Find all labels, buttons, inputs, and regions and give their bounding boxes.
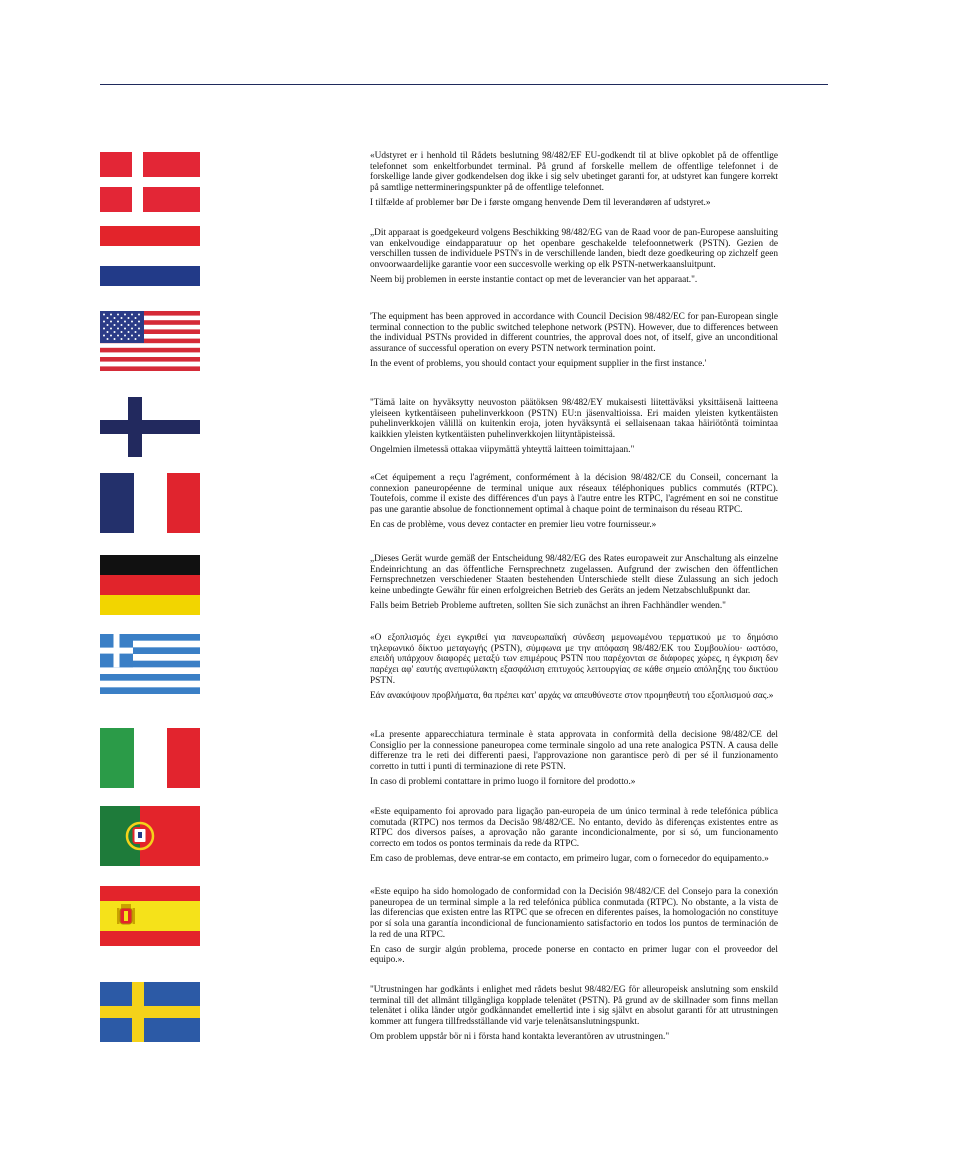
declaration-paragraph: In caso di problemi contattare in primo luogo il fornitore del prodotto.» bbox=[370, 776, 636, 787]
greece-flag-icon bbox=[100, 634, 200, 694]
declaration-france bbox=[370, 473, 778, 535]
denmark-flag-icon bbox=[100, 152, 200, 212]
netherlands-flag-icon bbox=[100, 226, 200, 286]
declaration-germany bbox=[370, 554, 778, 616]
declaration-paragraph: En caso de surgir algún problema, procede ponerse en contacto en primer lugar con el proveedor del equipo.». bbox=[370, 944, 778, 966]
declaration-paragraph: Om problem uppstår bör ni i första hand kontakta leverantören av utrustningen." bbox=[370, 1031, 670, 1042]
declaration-portugal bbox=[370, 807, 778, 869]
sweden-flag-icon bbox=[100, 982, 200, 1042]
declaration-paragraph: «Este equipamento foi aprovado para ligação pan-europeia de um único terminal à rede telefónica pública comutada (RTPC) nos termos da Decisão 98/482/CE. No entanto, devido às diferenças existentes entre as RTPC dos diversos países, a aprovação não garante incondicionalmente, por si só, um funcionamento correcto em todos os pontos terminais da rede da RTPC. bbox=[370, 807, 778, 850]
declaration-paragraph: „Dieses Gerät wurde gemäß der Entscheidung 98/482/EG des Rates europaweit zur Anschaltung als einzelne Endeinrichtung an das öffentliche Fernsprechnetz zugelassen. Aufgrund der zwischen den öffentlichen Fernsprechnetzen verschiedener Staaten bestehenden Unterschiede stellt diese Zulassung an sich jedoch keine unbedingte Gewähr für einen erfolgreichen Betrieb des Geräts an jedem Netzabschlußpunkt dar. bbox=[370, 554, 778, 597]
declaration-spain bbox=[370, 887, 778, 970]
declaration-paragraph: Ongelmien ilmetessä ottakaa viipymättä yhteyttä laitteen toimittajaan." bbox=[370, 444, 635, 455]
finland-flag-icon bbox=[100, 397, 200, 457]
portugal-flag-icon bbox=[100, 806, 200, 866]
declaration-finland bbox=[370, 398, 778, 460]
declaration-greece bbox=[370, 633, 778, 705]
declaration-paragraph: "Tämä laite on hyväksytty neuvoston päätöksen 98/482/EY mukaisesti liitettäväksi yksittäisenä laitteena yleiseen kytkentäiseen puhelinverkkoon (PSTN) EU:n jäsenvaltioissa. Eri maiden yleisten kytkentäisten puhelinverkkojen välillä on kuitenkin eroja, joten hyväksyntä ei sellaisenaan takaa häiriötöntä toimintaa kaikkien yleisten kytkentäisten puhelinverkkojen liityntäpisteissä. bbox=[370, 398, 778, 441]
declaration-netherlands bbox=[370, 228, 778, 290]
declaration-sweden bbox=[370, 985, 778, 1047]
declaration-paragraph: En cas de problème, vous devez contacter en premier lieu votre fournisseur.» bbox=[370, 519, 657, 530]
header-rule bbox=[100, 84, 828, 85]
declaration-paragraph: In the event of problems, you should contact your equipment supplier in the first instance.' bbox=[370, 358, 707, 369]
declaration-paragraph: Εάν ανακύψουν προβλήματα, θα πρέπει κατ' αρχάς να απευθύνεστε στον προμηθευτή του εξοπλισμού σας.» bbox=[370, 690, 774, 701]
declaration-paragraph: «Udstyret er i henhold til Rådets beslutning 98/482/EF EU-godkendt til at blive opkoblet på de offentlige telefonnet som enkeltforbundet terminal. På grund af forskelle mellem de offentlige telefonnet i de forskellige lande giver godkendelsen dog ikke i sig selv ubetinget garanti for, at udstyret kan fungere korrekt på samtlige nettermineringspunkter på de offentlige telefonnet. bbox=[370, 151, 778, 194]
declaration-denmark bbox=[370, 151, 778, 213]
usa-flag-icon bbox=[100, 311, 200, 371]
declaration-paragraph: Neem bij problemen in eerste instantie contact op met de leverancier van het apparaat.". bbox=[370, 274, 698, 285]
declaration-paragraph: 'The equipment has been approved in accordance with Council Decision 98/482/EC for pan-European single terminal connection to the public switched telephone network (PSTN). However, due to differences between the individual PSTNs provided in different countries, the approval does not, of itself, give an unconditional assurance of successful operation on every PSTN network termination point. bbox=[370, 312, 778, 355]
declaration-paragraph: „Dit apparaat is goedgekeurd volgens Beschikking 98/482/EG van de Raad voor de pan-Europese aansluiting van enkelvoudige eindapparatuur op het openbare geschakelde telefoonnetwerk (PSTN). Gezien de verschillen tussen de individuele PSTN's in de verschillende landen, biedt deze goedkeuring op zichzelf geen onvoorwaardelijke garantie voor een succesvolle werking op elk PSTN-netwerkaansluitpunt. bbox=[370, 228, 778, 271]
declaration-paragraph: «Ο εξοπλισμός έχει εγκριθεί για πανευρωπαϊκή σύνδεση μεμονωμένου τερματικού με το δημόσιο τηλεφωνικό δίκτυο μεταγωγής (PSTN), σύμφωνα με την απόφαση 98/482/ΕΚ του Συμβουλίου· ωστόσο, επειδή υπάρχουν διαφορές μεταξύ των επιμέρους PSTN που παρέχονται σε διάφορες χώρες, η έγκριση δεν παρέχει αφ' εαυτής ανεπιφύλακτη εξασφάλιση επιτυχούς λειτουργίας σε κάθε σημείο απόληξης του δικτύου PSTN. bbox=[370, 633, 778, 686]
germany-flag-icon bbox=[100, 555, 200, 615]
declaration-paragraph: «Cet équipement a reçu l'agrément, conformément à la décision 98/482/CE du Conseil, concernant la connexion paneuropéenne de terminal unique aux réseaux téléphoniques publics commutés (RTPC). Toutefois, comme il existe des différences d'un pays à l'autre entre les RTPC, l'agrément en soi ne constitue pas une garantie absolue de fonctionnement optimal à chaque point de terminaison du réseau RTPC. bbox=[370, 473, 778, 516]
declaration-paragraph: "Utrustningen har godkänts i enlighet med rådets beslut 98/482/EG för alleuropeisk anslutning som enskild terminal till det allmänt tillgängliga kopplade telenätet (PSTN). På grund av de skillnader som finns mellan telenätet i olika länder utgör godkännandet emellertid inte i sig självt en absolut garanti för att utrustningen kommer att fungera tillfredsställande vid varje telenätsanslutningspunkt. bbox=[370, 985, 778, 1028]
france-flag-icon bbox=[100, 473, 200, 533]
declaration-italy bbox=[370, 730, 778, 792]
declaration-usa bbox=[370, 312, 778, 374]
declaration-paragraph: Em caso de problemas, deve entrar-se em contacto, em primeiro lugar, com o fornecedor do equipamento.» bbox=[370, 853, 769, 864]
spain-flag-icon bbox=[100, 886, 200, 946]
declaration-paragraph: «Este equipo ha sido homologado de conformidad con la Decisión 98/482/CE del Consejo para la conexión paneuropea de un terminal simple a la red telefónica pública conmutada (RTPC). No obstante, a la vista de las diferencias que existen entre las RTPC que se ofrecen en diferentes países, la homologación no constituye por sí sola una garantía incondicional de funcionamiento satisfactorio en todos los puntos de terminación de la red de una RTPC. bbox=[370, 887, 778, 940]
declaration-paragraph: Falls beim Betrieb Probleme auftreten, sollten Sie sich zunächst an ihren Fachhändler wenden." bbox=[370, 600, 726, 611]
italy-flag-icon bbox=[100, 728, 200, 788]
declaration-paragraph: «La presente apparecchiatura terminale è stata approvata in conformità della decisione 98/482/CE del Consiglio per la connessione paneuropea come terminale singolo ad una rete analogica PSTN. A causa delle differenze tra le reti dei differenti paesi, l'approvazione non garantisce però di per sé il funzionamento corretto in tutti i punti di terminazione di rete PSTN. bbox=[370, 730, 778, 773]
declaration-paragraph: I tilfælde af problemer bør De i første omgang henvende Dem til leverandøren af udstyret.» bbox=[370, 197, 711, 208]
